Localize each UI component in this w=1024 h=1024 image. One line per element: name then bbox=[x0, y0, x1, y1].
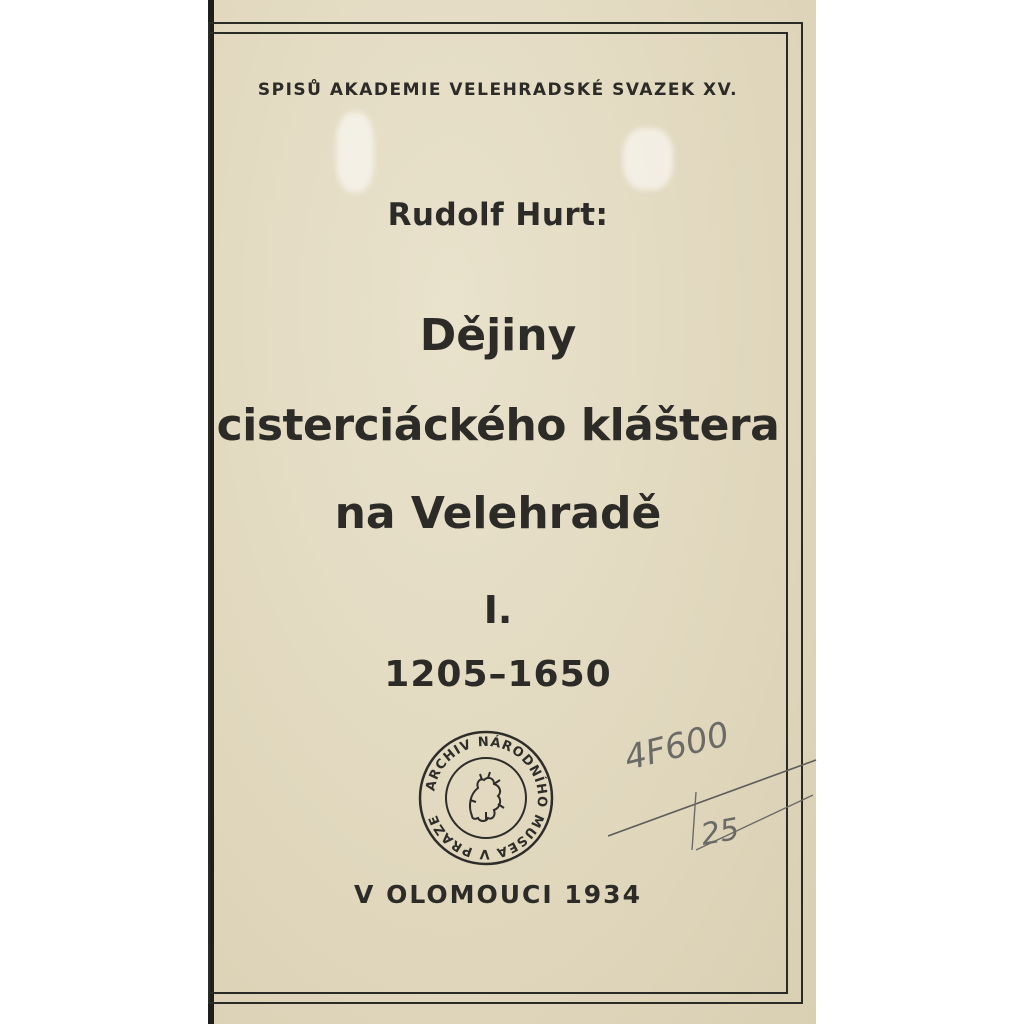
paper-smudge bbox=[623, 128, 673, 190]
date-range: 1205–1650 bbox=[384, 654, 612, 695]
shelfmark-line-1: 4F600 bbox=[620, 714, 734, 779]
stamp-text: ARCHIV NÁRODNÍHO MUSEA V PRAZE bbox=[423, 734, 550, 862]
archive-stamp bbox=[416, 728, 556, 868]
pencil-stroke bbox=[692, 792, 696, 850]
imprint: V OLOMOUCI 1934 bbox=[354, 880, 642, 909]
title-page bbox=[208, 0, 816, 1024]
book-title-line-1: Dějiny bbox=[419, 310, 577, 361]
volume-number: I. bbox=[483, 588, 513, 632]
shelfmark-line-2: 25 bbox=[698, 811, 742, 853]
pencil-shelfmark bbox=[608, 700, 823, 860]
paper-smudge bbox=[336, 112, 374, 192]
book-title-line-3: na Velehradě bbox=[334, 488, 662, 539]
svg-text:ARCHIV NÁRODNÍHO MUSEA V PRAZE bbox=[423, 734, 549, 861]
lion-emblem-icon bbox=[470, 772, 504, 821]
author-name: Rudolf Hurt: bbox=[387, 197, 609, 233]
book-title-line-2: cisterciáckého kláštera bbox=[216, 400, 780, 451]
series-title: SPISŮ AKADEMIE VELEHRADSKÉ SVAZEK XV. bbox=[257, 80, 739, 100]
